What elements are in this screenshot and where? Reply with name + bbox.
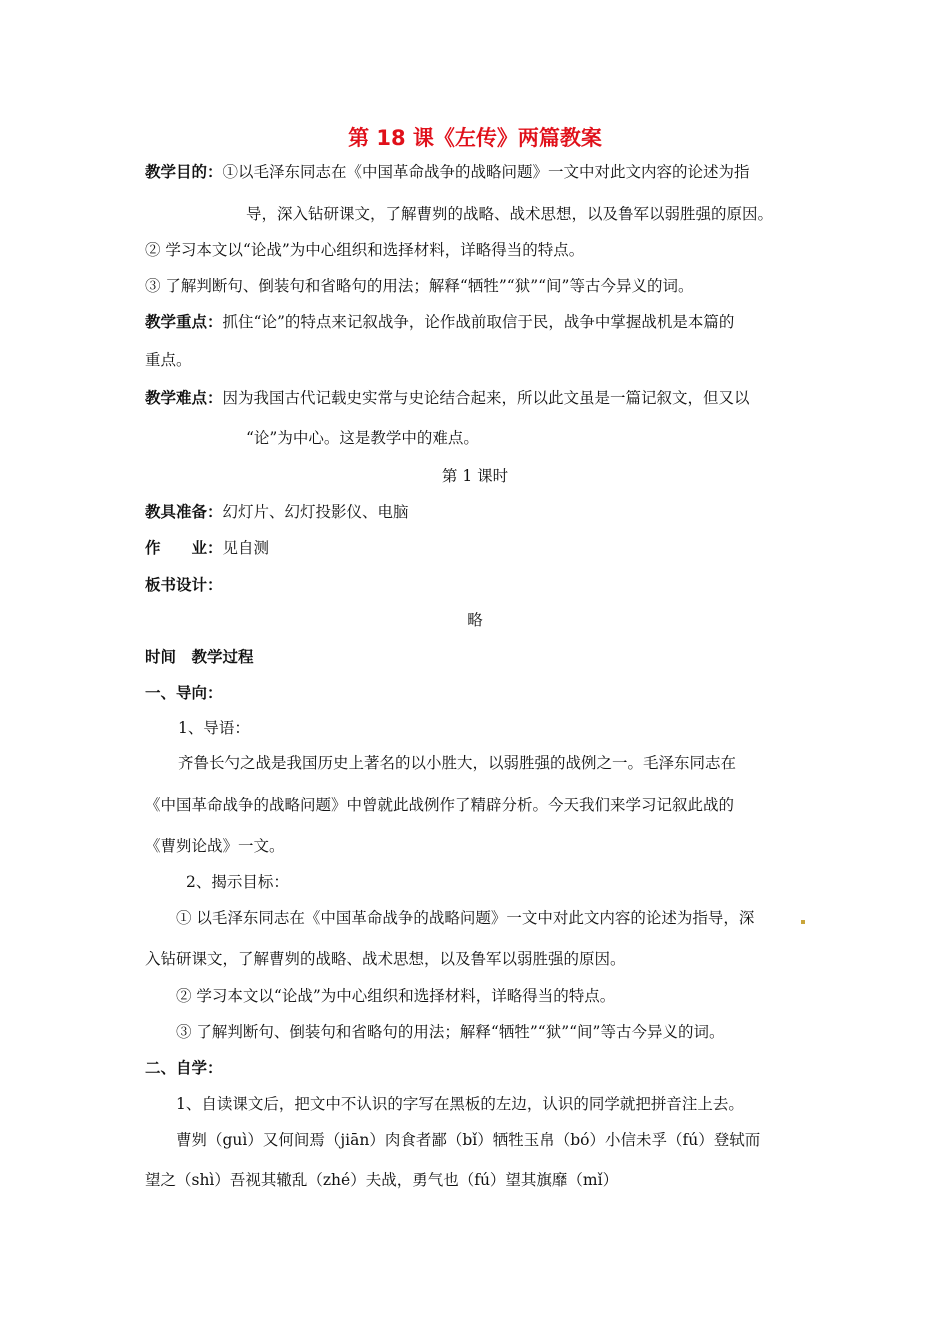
tools-line [145,502,409,522]
session-label: 第 1 课时 [441,467,509,485]
key-points-label: 教学重点： [145,313,223,331]
section2-sub1: 1、自读课文后，把文中不认识的字写在黑板的左边，认识的同学就把拼音注上去。 [176,1095,744,1113]
key-points-line-1 [145,312,734,332]
target-line-3: ③ 了解判断句、倒装句和省略句的用法；解释“牺牲”“狱”“间”等古今异义的词。 [176,1023,725,1041]
goals-line-2: 导，深入钻研课文，了解曹刿的战略、战术思想，以及鲁军以弱胜强的原因。 [246,205,774,223]
board-line [145,575,223,595]
goals-label: 教学目的： [145,163,223,181]
intro-line-3: 《曹刿论战》一文。 [145,837,285,855]
page-title: 第 18 课《左传》两篇教案 [348,126,602,150]
goals-line-3: ② 学习本文以“论战”为中心组织和选择材料，详略得当的特点。 [145,241,585,259]
homework-line [145,538,269,558]
tools-value: 幻灯片、幻灯投影仪、电脑 [222,503,409,521]
vocab-line-1: 曹刿（guì）又何间焉（jiān）肉食者鄙（bǐ）牺牲玉帛（bó）小信未孚（fú）登轼而 [176,1131,761,1149]
yellow-marker [801,920,805,924]
key-points-line-2: 重点。 [145,351,192,369]
difficulties-line-1 [145,388,750,408]
section1-sub2: 2、揭示目标： [186,873,289,891]
tools-label: 教具准备： [145,503,223,521]
difficulties-label: 教学难点： [145,389,223,407]
target-line-1a: ① 以毛泽东同志在《中国革命战争的战略问题》一文中对此文内容的论述为指导，深 [176,909,755,927]
section1-sub1: 1、导语： [178,719,250,737]
goals-line-4: ③ 了解判断句、倒装句和省略句的用法；解释“牺牲”“狱”“间”等古今异义的词。 [145,277,694,295]
homework-label: 作 业： [145,539,223,557]
section2-heading: 二、自学： [145,1059,223,1077]
intro-line-2: 《中国革命战争的战略问题》中曾就此战例作了精辟分析。今天我们来学习记叙此战的 [145,796,735,814]
target-line-1b: 入钻研课文，了解曹刿的战略、战术思想，以及鲁军以弱胜强的原因。 [145,950,626,968]
goals-line-1 [145,162,750,182]
board-value: 略 [467,611,483,629]
vocab-line-2: 望之（shì）吾视其辙乱（zhé）夫战，勇气也（fú）望其旗靡（mǐ） [145,1171,619,1189]
homework-value: 见自测 [222,539,270,557]
goals-text-1: ①以毛泽东同志在《中国革命战争的战略问题》一文中对此文内容的论述为指 [222,163,750,181]
intro-line-1: 齐鲁长勺之战是我国历史上著名的以小胜大，以弱胜强的战例之一。毛泽东同志在 [178,754,737,772]
key-points-text-1: 抓住“论”的特点来记叙战争，论作战前取信于民，战争中掌握战机是本篇的 [222,313,735,331]
board-label: 板书设计： [145,576,223,594]
section1-heading: 一、导向： [145,684,223,702]
target-line-2: ② 学习本文以“论战”为中心组织和选择材料，详略得当的特点。 [176,987,616,1005]
difficulties-text-1: 因为我国古代记载史实常与史论结合起来，所以此文虽是一篇记叙文，但又以 [222,389,750,407]
process-header: 时间 教学过程 [145,648,254,666]
difficulties-line-2: “论”为中心。这是教学中的难点。 [246,429,479,447]
